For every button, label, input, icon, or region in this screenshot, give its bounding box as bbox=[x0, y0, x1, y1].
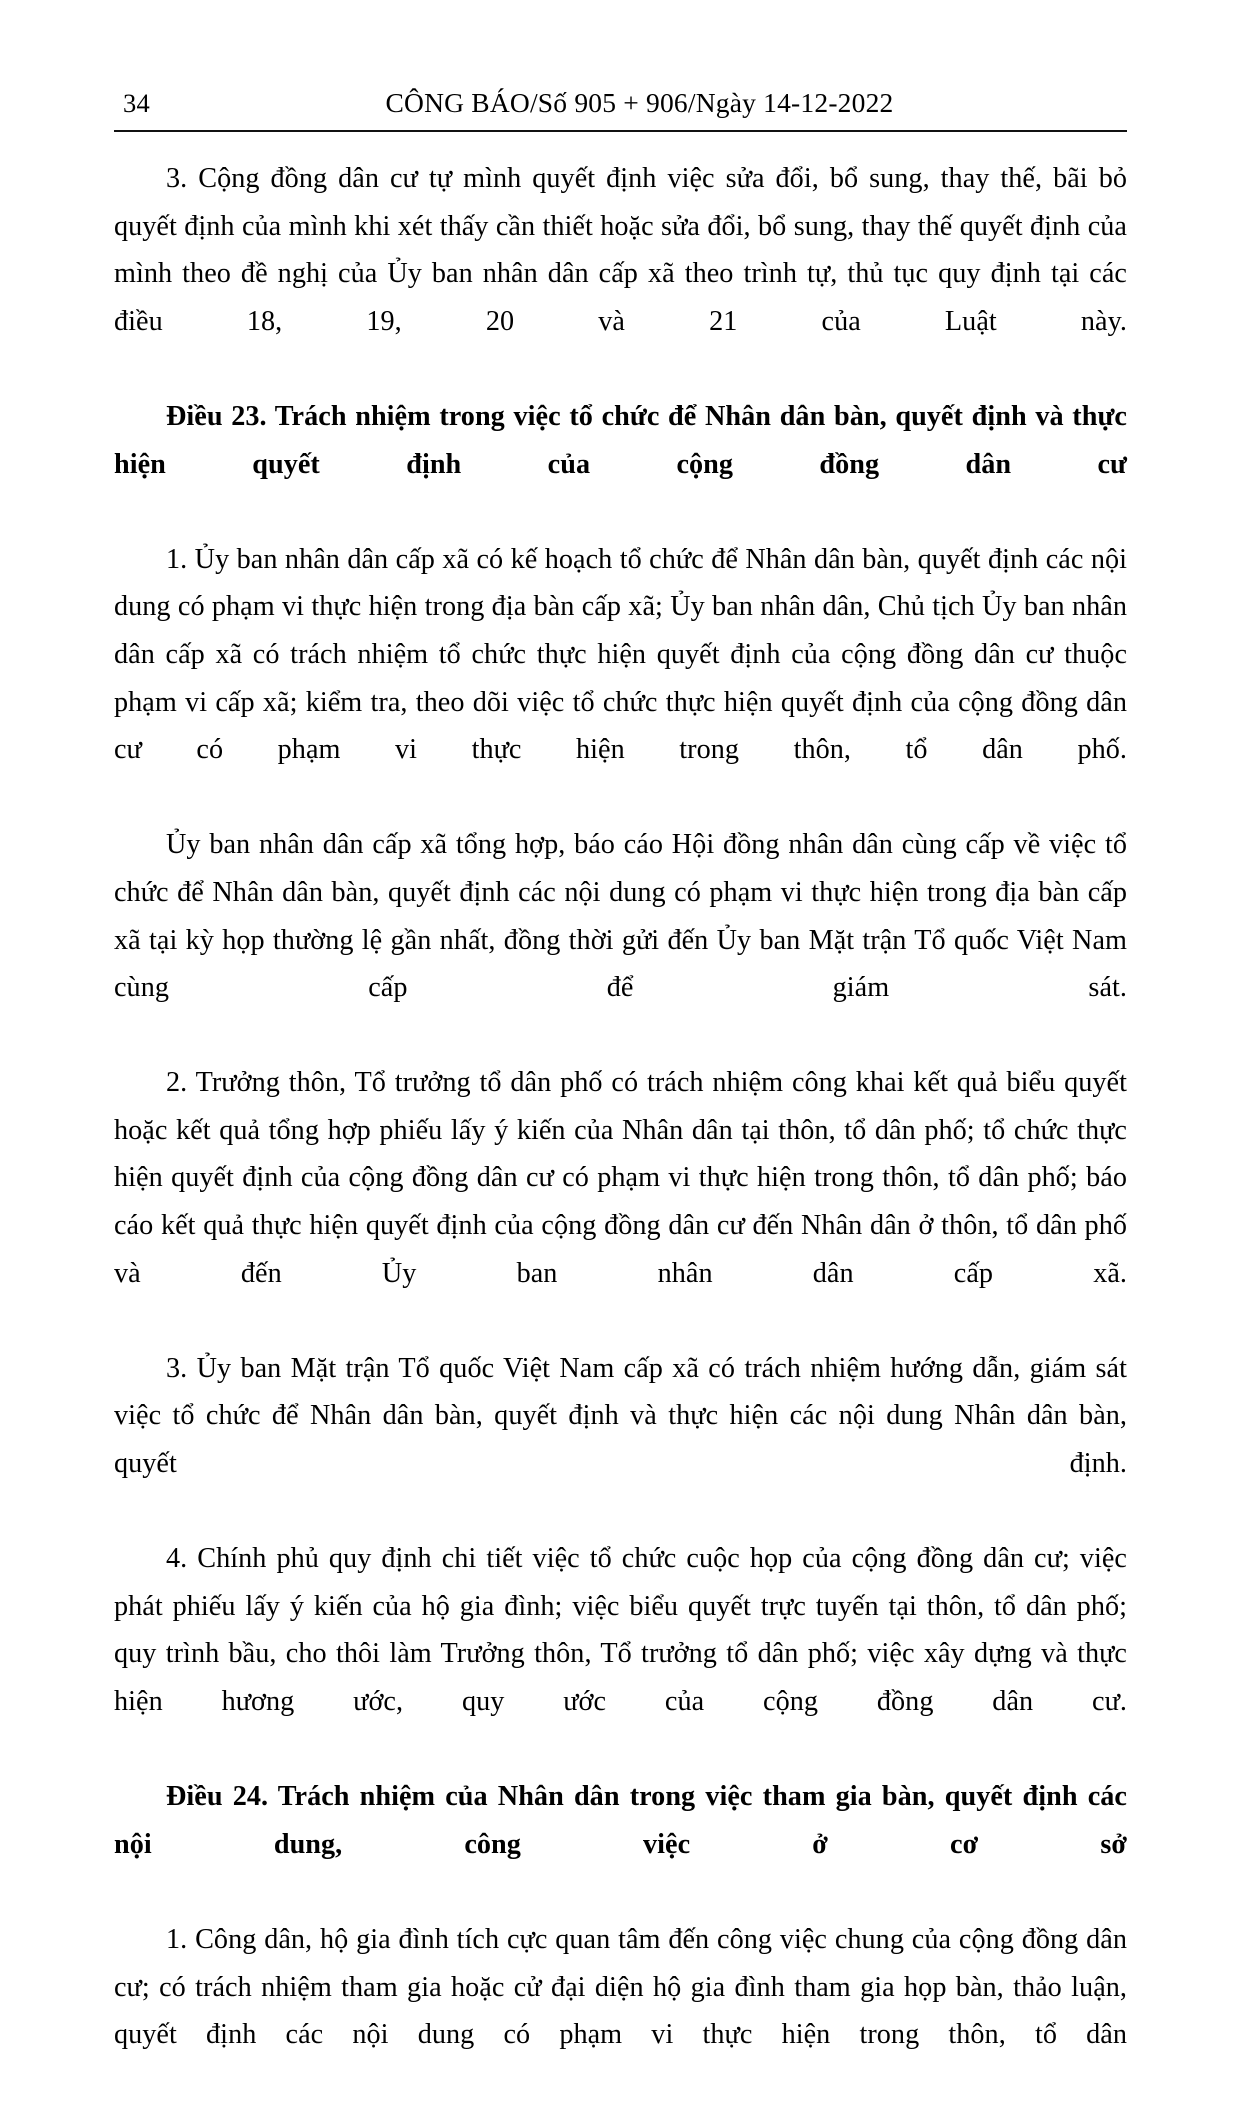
p-art23-clause-3: 3. Ủy ban Mặt trận Tổ quốc Việt Nam cấp xã có trách nhiệm hướng dẫn, giám sát việc tổ chức để Nhân dân bàn, quyết định và thực hiện các nội dung Nhân dân bàn, quyết định. bbox=[114, 1352, 1127, 1480]
p-clause-3-prev-article: 3. Cộng đồng dân cư tự mình quyết định việc sửa đổi, bổ sung, thay thế, bãi bỏ quyết định của mình khi xét thấy cần thiết hoặc sửa đổi, bổ sung, thay thế quyết định của mình theo đề nghị của Ủy ban nhân dân cấp xã theo trình tự, thủ tục quy định tại các điều 18, 19, 20 và 21 của Luật này. bbox=[114, 163, 1127, 337]
p-art23-clause-2: 2. Trưởng thôn, Tổ trưởng tổ dân phố có trách nhiệm công khai kết quả biểu quyết hoặc kết quả tổng hợp phiếu lấy ý kiến của Nhân dân tại thôn, tổ dân phố; tổ chức thực hiện quyết định của cộng đồng dân cư có phạm vi thực hiện trong thôn, tổ dân phố; báo cáo kết quả thực hiện quyết định của cộng đồng dân cư đến Nhân dân ở thôn, tổ dân phố và đến Ủy ban nhân dân cấp xã. bbox=[114, 1067, 1127, 1289]
p-art23-clause-1: 1. Ủy ban nhân dân cấp xã có kế hoạch tổ chức để Nhân dân bàn, quyết định các nội dung có phạm vi thực hiện trong địa bàn cấp xã; Ủy ban nhân dân, Chủ tịch Ủy ban nhân dân cấp xã có trách nhiệm tổ chức thực hiện quyết định của cộng đồng dân cư thuộc phạm vi cấp xã; kiểm tra, theo dõi việc tổ chức thực hiện quyết định của cộng đồng dân cư có phạm vi thực hiện trong thôn, tổ dân phố. bbox=[114, 543, 1127, 766]
p-art23-clause-1b: Ủy ban nhân dân cấp xã tổng hợp, báo cáo Hội đồng nhân dân cùng cấp về việc tổ chức để Nhân dân bàn, quyết định các nội dung có phạm vi thực hiện trong địa bàn cấp xã tại kỳ họp thường lệ gần nhất, đồng thời gửi đến Ủy ban Mặt trận Tổ quốc Việt Nam cùng cấp để giám sát. bbox=[114, 829, 1127, 1004]
header-title: CÔNG BÁO/Số 905 + 906/Ngày 14-12-2022 bbox=[385, 87, 894, 118]
p-art24-clause-1: 1. Công dân, hộ gia đình tích cực quan tâm đến công việc chung của cộng đồng dân cư; có trách nhiệm tham gia hoặc cử đại diện hộ gia đình tham gia họp bàn, thảo luận, quyết định các nội dung có phạm vi thực hiện trong thôn, tổ dân bbox=[114, 1923, 1127, 2051]
p-article-24-heading: Điều 24. Trách nhiệm của Nhân dân trong việc tham gia bàn, quyết định các nội dung, công việc ở cơ sở bbox=[114, 1781, 1127, 1860]
document-body bbox=[114, 155, 1127, 2106]
p-art23-clause-4: 4. Chính phủ quy định chi tiết việc tổ chức cuộc họp của cộng đồng dân cư; việc phát phiếu lấy ý kiến của hộ gia đình; việc biểu quyết trực tuyến tại thôn, tổ dân phố; quy trình bầu, cho thôi làm Trưởng thôn, Tổ trưởng tổ dân phố; việc xây dựng và thực hiện hương ước, quy ước của cộng đồng dân cư. bbox=[114, 1543, 1127, 1717]
page-number: 34 bbox=[123, 88, 150, 118]
page-content bbox=[114, 86, 1127, 2106]
p-article-23-heading: Điều 23. Trách nhiệm trong việc tổ chức để Nhân dân bàn, quyết định và thực hiện quyết định của cộng đồng dân cư bbox=[114, 400, 1127, 480]
page-header bbox=[114, 86, 1127, 132]
header-divider bbox=[114, 130, 1127, 132]
